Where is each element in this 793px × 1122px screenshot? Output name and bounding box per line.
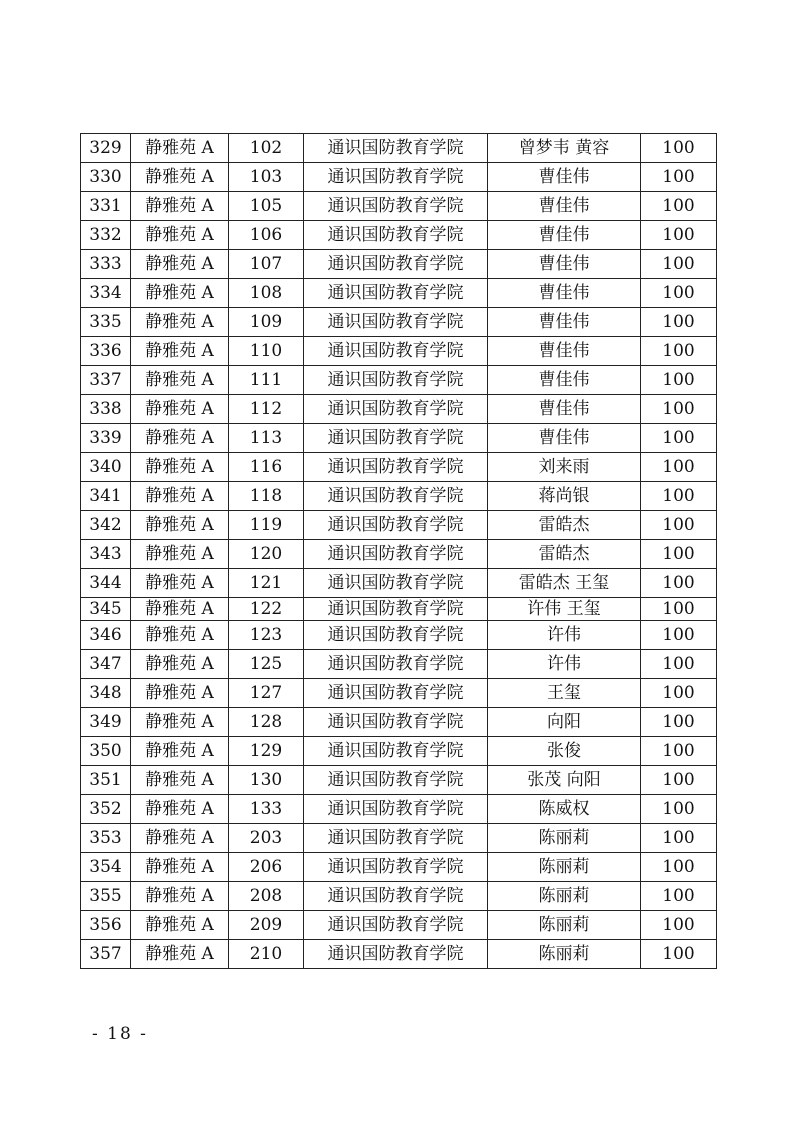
responsible-person-cell: 陈丽莉: [488, 853, 641, 882]
college-cell: 通识国防教育学院: [304, 795, 488, 824]
college-cell: 通识国防教育学院: [304, 766, 488, 795]
table-row: [81, 163, 717, 192]
responsible-person-cell: 雷皓杰: [488, 511, 641, 540]
table-row: [81, 337, 717, 366]
score-cell: 100: [641, 482, 717, 511]
table-row: [81, 221, 717, 250]
room-number-cell: 120: [229, 540, 304, 569]
row-number-cell: 356: [81, 911, 131, 940]
responsible-person-cell: 曹佳伟: [488, 337, 641, 366]
table-row: [81, 395, 717, 424]
room-number-cell: 208: [229, 882, 304, 911]
responsible-person-cell: 许伟: [488, 621, 641, 650]
building-cell: 静雅苑 A: [131, 511, 229, 540]
room-number-cell: 106: [229, 221, 304, 250]
row-number-cell: 329: [81, 134, 131, 163]
college-cell: 通识国防教育学院: [304, 134, 488, 163]
room-number-cell: 203: [229, 824, 304, 853]
room-number-cell: 110: [229, 337, 304, 366]
room-number-cell: 130: [229, 766, 304, 795]
score-cell: 100: [641, 679, 717, 708]
row-number-cell: 347: [81, 650, 131, 679]
row-number-cell: 353: [81, 824, 131, 853]
college-cell: 通识国防教育学院: [304, 824, 488, 853]
score-cell: 100: [641, 337, 717, 366]
score-cell: 100: [641, 621, 717, 650]
row-number-cell: 337: [81, 366, 131, 395]
responsible-person-cell: 张茂 向阳: [488, 766, 641, 795]
table-row: [81, 482, 717, 511]
row-number-cell: 350: [81, 737, 131, 766]
row-number-cell: 339: [81, 424, 131, 453]
room-number-cell: 113: [229, 424, 304, 453]
college-cell: 通识国防教育学院: [304, 337, 488, 366]
score-cell: 100: [641, 134, 717, 163]
building-cell: 静雅苑 A: [131, 540, 229, 569]
table-row: [81, 511, 717, 540]
responsible-person-cell: 雷皓杰 王玺: [488, 569, 641, 598]
college-cell: 通识国防教育学院: [304, 708, 488, 737]
room-number-cell: 111: [229, 366, 304, 395]
score-cell: 100: [641, 569, 717, 598]
building-cell: 静雅苑 A: [131, 795, 229, 824]
building-cell: 静雅苑 A: [131, 737, 229, 766]
table-row: [81, 679, 717, 708]
row-number-cell: 335: [81, 308, 131, 337]
row-number-cell: 354: [81, 853, 131, 882]
table-row: [81, 853, 717, 882]
row-number-cell: 351: [81, 766, 131, 795]
score-cell: 100: [641, 882, 717, 911]
score-cell: 100: [641, 598, 717, 621]
table-row: [81, 279, 717, 308]
college-cell: 通识国防教育学院: [304, 598, 488, 621]
college-cell: 通识国防教育学院: [304, 308, 488, 337]
building-cell: 静雅苑 A: [131, 424, 229, 453]
college-cell: 通识国防教育学院: [304, 540, 488, 569]
row-number-cell: 333: [81, 250, 131, 279]
responsible-person-cell: 蒋尚银: [488, 482, 641, 511]
room-number-cell: 116: [229, 453, 304, 482]
room-number-cell: 133: [229, 795, 304, 824]
table-row: [81, 940, 717, 969]
row-number-cell: 332: [81, 221, 131, 250]
college-cell: 通识国防教育学院: [304, 737, 488, 766]
score-cell: 100: [641, 853, 717, 882]
row-number-cell: 341: [81, 482, 131, 511]
responsible-person-cell: 刘来雨: [488, 453, 641, 482]
building-cell: 静雅苑 A: [131, 308, 229, 337]
table-row: [81, 308, 717, 337]
responsible-person-cell: 曹佳伟: [488, 424, 641, 453]
room-number-cell: 127: [229, 679, 304, 708]
score-cell: 100: [641, 163, 717, 192]
building-cell: 静雅苑 A: [131, 650, 229, 679]
room-number-cell: 206: [229, 853, 304, 882]
responsible-person-cell: 曹佳伟: [488, 221, 641, 250]
responsible-person-cell: 向阳: [488, 708, 641, 737]
row-number-cell: 340: [81, 453, 131, 482]
college-cell: 通识国防教育学院: [304, 621, 488, 650]
row-number-cell: 357: [81, 940, 131, 969]
room-number-cell: 121: [229, 569, 304, 598]
building-cell: 静雅苑 A: [131, 940, 229, 969]
building-cell: 静雅苑 A: [131, 766, 229, 795]
building-cell: 静雅苑 A: [131, 882, 229, 911]
college-cell: 通识国防教育学院: [304, 911, 488, 940]
table-row: [81, 708, 717, 737]
responsible-person-cell: 陈丽莉: [488, 882, 641, 911]
table-row: [81, 540, 717, 569]
building-cell: 静雅苑 A: [131, 279, 229, 308]
table-row: [81, 882, 717, 911]
college-cell: 通识国防教育学院: [304, 424, 488, 453]
score-cell: 100: [641, 424, 717, 453]
building-cell: 静雅苑 A: [131, 598, 229, 621]
dormitory-score-table: [80, 133, 717, 969]
room-number-cell: 103: [229, 163, 304, 192]
building-cell: 静雅苑 A: [131, 192, 229, 221]
room-number-cell: 107: [229, 250, 304, 279]
college-cell: 通识国防教育学院: [304, 940, 488, 969]
responsible-person-cell: 曹佳伟: [488, 250, 641, 279]
table-row: [81, 250, 717, 279]
table-row: [81, 134, 717, 163]
college-cell: 通识国防教育学院: [304, 250, 488, 279]
score-cell: 100: [641, 766, 717, 795]
building-cell: 静雅苑 A: [131, 337, 229, 366]
score-cell: 100: [641, 795, 717, 824]
building-cell: 静雅苑 A: [131, 395, 229, 424]
room-number-cell: 122: [229, 598, 304, 621]
building-cell: 静雅苑 A: [131, 824, 229, 853]
college-cell: 通识国防教育学院: [304, 569, 488, 598]
room-number-cell: 129: [229, 737, 304, 766]
score-cell: 100: [641, 395, 717, 424]
table-row: [81, 598, 717, 621]
score-cell: 100: [641, 911, 717, 940]
college-cell: 通识国防教育学院: [304, 221, 488, 250]
responsible-person-cell: 曾梦韦 黄容: [488, 134, 641, 163]
score-cell: 100: [641, 824, 717, 853]
college-cell: 通识国防教育学院: [304, 679, 488, 708]
building-cell: 静雅苑 A: [131, 621, 229, 650]
score-cell: 100: [641, 192, 717, 221]
responsible-person-cell: 曹佳伟: [488, 308, 641, 337]
responsible-person-cell: 张俊: [488, 737, 641, 766]
college-cell: 通识国防教育学院: [304, 882, 488, 911]
row-number-cell: 344: [81, 569, 131, 598]
building-cell: 静雅苑 A: [131, 482, 229, 511]
responsible-person-cell: 曹佳伟: [488, 366, 641, 395]
table-row: [81, 737, 717, 766]
table-row: [81, 192, 717, 221]
score-cell: 100: [641, 650, 717, 679]
room-number-cell: 128: [229, 708, 304, 737]
row-number-cell: 346: [81, 621, 131, 650]
responsible-person-cell: 曹佳伟: [488, 279, 641, 308]
table-body: [81, 134, 717, 969]
responsible-person-cell: 陈丽莉: [488, 940, 641, 969]
responsible-person-cell: 陈丽莉: [488, 824, 641, 853]
college-cell: 通识国防教育学院: [304, 453, 488, 482]
page-number: - 18 -: [92, 1024, 148, 1044]
college-cell: 通识国防教育学院: [304, 279, 488, 308]
room-number-cell: 105: [229, 192, 304, 221]
college-cell: 通识国防教育学院: [304, 650, 488, 679]
building-cell: 静雅苑 A: [131, 708, 229, 737]
building-cell: 静雅苑 A: [131, 569, 229, 598]
score-cell: 100: [641, 250, 717, 279]
row-number-cell: 348: [81, 679, 131, 708]
table-row: [81, 766, 717, 795]
building-cell: 静雅苑 A: [131, 221, 229, 250]
college-cell: 通识国防教育学院: [304, 853, 488, 882]
building-cell: 静雅苑 A: [131, 163, 229, 192]
responsible-person-cell: 陈威权: [488, 795, 641, 824]
responsible-person-cell: 陈丽莉: [488, 911, 641, 940]
row-number-cell: 355: [81, 882, 131, 911]
table-row: [81, 453, 717, 482]
responsible-person-cell: 王玺: [488, 679, 641, 708]
row-number-cell: 352: [81, 795, 131, 824]
room-number-cell: 125: [229, 650, 304, 679]
row-number-cell: 338: [81, 395, 131, 424]
table-row: [81, 911, 717, 940]
table-row: [81, 621, 717, 650]
table-row: [81, 795, 717, 824]
college-cell: 通识国防教育学院: [304, 192, 488, 221]
building-cell: 静雅苑 A: [131, 853, 229, 882]
responsible-person-cell: 曹佳伟: [488, 163, 641, 192]
room-number-cell: 118: [229, 482, 304, 511]
building-cell: 静雅苑 A: [131, 134, 229, 163]
score-cell: 100: [641, 279, 717, 308]
row-number-cell: 331: [81, 192, 131, 221]
table-row: [81, 424, 717, 453]
room-number-cell: 108: [229, 279, 304, 308]
room-number-cell: 210: [229, 940, 304, 969]
room-number-cell: 109: [229, 308, 304, 337]
responsible-person-cell: 曹佳伟: [488, 395, 641, 424]
building-cell: 静雅苑 A: [131, 366, 229, 395]
responsible-person-cell: 许伟: [488, 650, 641, 679]
room-number-cell: 119: [229, 511, 304, 540]
row-number-cell: 345: [81, 598, 131, 621]
college-cell: 通识国防教育学院: [304, 366, 488, 395]
table-row: [81, 824, 717, 853]
room-number-cell: 102: [229, 134, 304, 163]
score-cell: 100: [641, 737, 717, 766]
college-cell: 通识国防教育学院: [304, 482, 488, 511]
table-row: [81, 569, 717, 598]
room-number-cell: 209: [229, 911, 304, 940]
score-cell: 100: [641, 511, 717, 540]
college-cell: 通识国防教育学院: [304, 395, 488, 424]
responsible-person-cell: 曹佳伟: [488, 192, 641, 221]
score-cell: 100: [641, 308, 717, 337]
score-cell: 100: [641, 221, 717, 250]
college-cell: 通识国防教育学院: [304, 511, 488, 540]
score-cell: 100: [641, 540, 717, 569]
row-number-cell: 342: [81, 511, 131, 540]
table-row: [81, 366, 717, 395]
score-cell: 100: [641, 366, 717, 395]
building-cell: 静雅苑 A: [131, 679, 229, 708]
score-cell: 100: [641, 708, 717, 737]
row-number-cell: 343: [81, 540, 131, 569]
row-number-cell: 334: [81, 279, 131, 308]
row-number-cell: 349: [81, 708, 131, 737]
responsible-person-cell: 雷皓杰: [488, 540, 641, 569]
college-cell: 通识国防教育学院: [304, 163, 488, 192]
building-cell: 静雅苑 A: [131, 453, 229, 482]
score-cell: 100: [641, 940, 717, 969]
row-number-cell: 330: [81, 163, 131, 192]
building-cell: 静雅苑 A: [131, 911, 229, 940]
room-number-cell: 123: [229, 621, 304, 650]
room-number-cell: 112: [229, 395, 304, 424]
score-cell: 100: [641, 453, 717, 482]
building-cell: 静雅苑 A: [131, 250, 229, 279]
row-number-cell: 336: [81, 337, 131, 366]
responsible-person-cell: 许伟 王玺: [488, 598, 641, 621]
table-row: [81, 650, 717, 679]
